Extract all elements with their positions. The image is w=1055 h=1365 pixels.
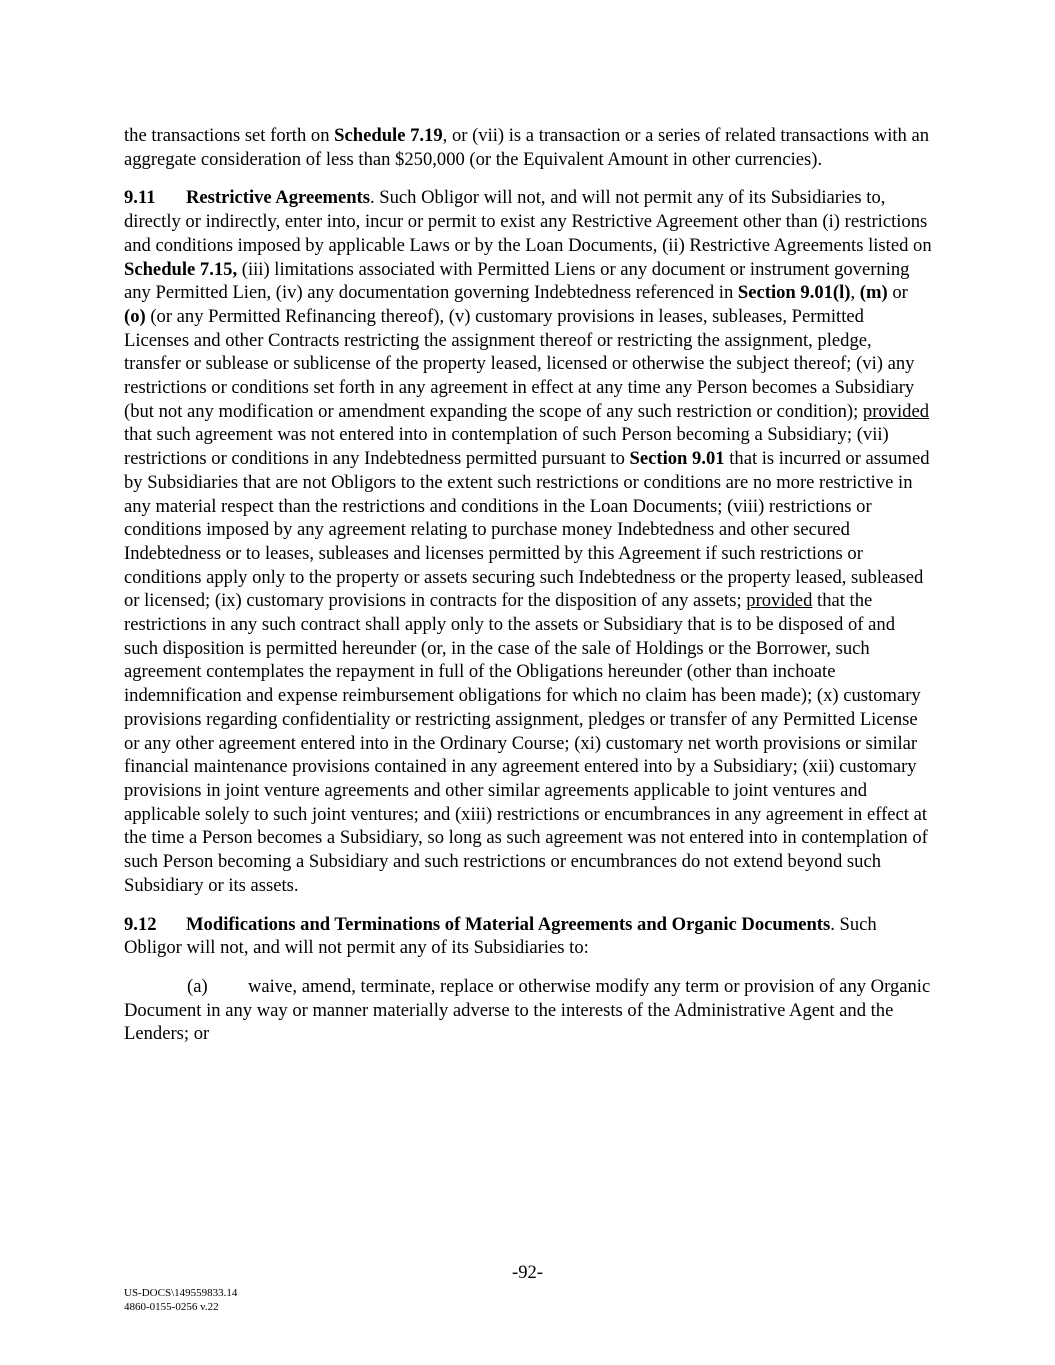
- section-9-12-text-1: . Such Obligor will not, and will not permit any of its Subsidiaries to:: [124, 913, 877, 959]
- section-9-11-text-8: that the restrictions in any such contract shall apply only to the assets or Subsidiary that is to be disposed of and such disposition is permitted hereunder (or, in the case of the sale of Holdings or the Borrower, such agreement contemplates the repayment in full of the Obligations hereunder (other than inchoate indemnification and expense reimbursement obligations for which no claim has been made); (x) customary provisions regarding confidentiality or restricting assignment, pledges or transfer of any Permitted License or any other agreement entered into in the Ordinary Course; (xi) customary net worth provisions or similar financial maintenance provisions contained in any agreement entered into by a Subsidiary; (xii) customary provisions in joint venture agreements and other similar agreements applicable to joint ventures and applicable solely to such joint ventures; and (xiii) restrictions or encumbrances in any agreement in effect at the time a Person becomes a Subsidiary, so long as such agreement was not entered into in contemplation of such Person becoming a Subsidiary and such restrictions or encumbrances do not extend beyond such Subsidiary or its assets.: [124, 590, 928, 896]
- section-9-11-paragraph: [124, 186, 932, 897]
- footer-doc-id-2: 4860-0155-0256 v.22: [124, 1301, 219, 1313]
- intro-text-2: , or (vii) is a transaction or a series of related transactions with an aggregate consideration of less than $250,000 (or the Equivalent Amount in other currencies).: [124, 125, 930, 170]
- section-9-11-text-3: ,: [850, 282, 860, 304]
- clause-o-ref: (o): [124, 305, 146, 327]
- section-9-11-text-7: that is incurred or assumed by Subsidiaries that are not Obligors to the extent such restrictions or conditions are no more restrictive in any material respect than the restrictions and conditions in the Loan Documents; (viii) restrictions or conditions imposed by any agreement relating to purchase money Indebtedness and other secured Indebtedness or to leases, subleases and licenses permitted by this Agreement if such restrictions or conditions apply only to the property or assets securing such Indebtedness or the property leased, subleased or licensed; (ix) customary provisions in contracts for the disposition of any assets;: [124, 448, 930, 612]
- footer-doc-id-1: US-DOCS\149559833.14: [124, 1287, 238, 1299]
- document-body: [124, 124, 932, 1061]
- intro-text-1: the transactions set forth on: [124, 125, 335, 146]
- section-9-11-title: Restrictive Agreements: [186, 187, 370, 209]
- section-9-01-ref: Section 9.01: [629, 448, 725, 470]
- clause-m-ref: (m): [859, 282, 888, 304]
- section-9-12-number: 9.12: [124, 913, 157, 935]
- provided-term-1: provided: [862, 400, 930, 422]
- section-9-01-l-ref: Section 9.01(l): [737, 282, 851, 304]
- section-9-11-text-5: (or any Permitted Refinancing thereof), (v) customary provisions in leases, subleases, Permitted Licenses and other Contracts restricting the assignment thereof or restricting the assignment, pledge, transfer or sublease or sublicense of the property leased, licensed or otherwise the subject thereof; (vi) any restrictions or conditions set forth in any agreement in effect at any time any Person becomes a Subsidiary (but not any modification or amendment expanding the scope of any such restriction or condition);: [124, 305, 915, 422]
- section-9-11-number: 9.11: [124, 187, 156, 209]
- section-9-11-text-2: (iii) limitations associated with Permitted Liens or any document or instrument governing any Permitted Lien, (iv) any documentation governing Indebtedness referenced in: [124, 258, 910, 304]
- section-9-11-text-6: that such agreement was not entered into in contemplation of such Person becoming a Subsidiary; (vii) restrictions or conditions in any Indebtedness permitted pursuant to: [124, 424, 889, 470]
- item-a-text: waive, amend, terminate, replace or otherwise modify any term or provision of any Organic Document in any way or manner materially adverse to the interests of the Administrative Agent and the Lenders; or: [124, 975, 931, 1045]
- section-9-12-title: Modifications and Terminations of Material Agreements and Organic Documents: [186, 913, 831, 935]
- page-number: -92-: [512, 1262, 543, 1283]
- schedule-7-15-ref: Schedule 7.15,: [124, 258, 238, 280]
- document-footer: [124, 1286, 237, 1314]
- item-a-label: (a): [187, 975, 208, 997]
- section-9-11-text-1: . Such Obligor will not, and will not permit any of its Subsidiaries to, directly or indirectly, enter into, incur or permit to exist any Restrictive Agreement other than (i) restrictions and conditions imposed by applicable Laws or by the Loan Documents, (ii) Restrictive Agreements listed on: [124, 187, 932, 256]
- intro-schedule-ref: Schedule 7.19: [334, 125, 443, 146]
- section-9-12-paragraph: [124, 913, 932, 960]
- intro-paragraph: [124, 124, 932, 171]
- section-9-11-text-4: or: [887, 282, 908, 304]
- item-a-paragraph: [124, 975, 932, 1046]
- provided-term-2: provided: [746, 590, 813, 612]
